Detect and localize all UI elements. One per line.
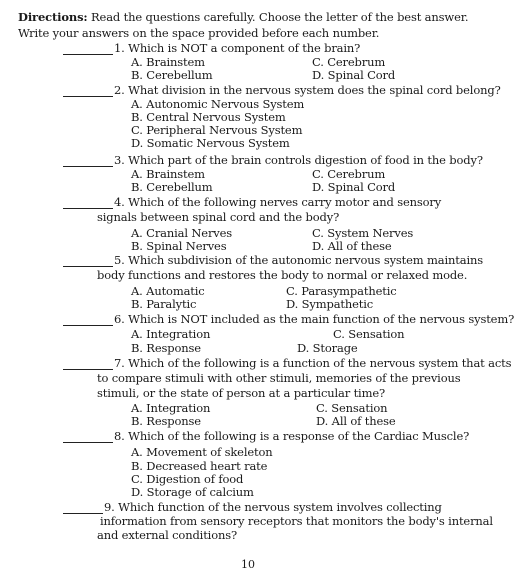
question-3-text: 3. Which part of the brain controls digestion of food in the body? bbox=[114, 153, 483, 167]
question-3-option-c: C. Cerebrum bbox=[312, 167, 386, 181]
question-4-option-b: B. Spinal Nerves bbox=[131, 239, 227, 253]
question-5-option-a: A. Automatic bbox=[131, 284, 205, 298]
directions-line-2: Write your answers on the space provided before each number. bbox=[18, 26, 380, 40]
question-7-text-1: 7. Which of the following is a function of the nervous system that acts bbox=[114, 356, 512, 370]
question-6-option-a: A. Integration bbox=[131, 327, 211, 341]
question-8-option-c: C. Digestion of food bbox=[131, 472, 244, 486]
answer-blank-7[interactable] bbox=[63, 369, 113, 370]
question-4-text-2: signals between spinal cord and the body? bbox=[97, 210, 340, 224]
question-3-option-a: A. Brainstem bbox=[131, 167, 205, 181]
question-4-text-1: 4. Which of the following nerves carry motor and sensory bbox=[114, 195, 442, 209]
question-6-option-c: C. Sensation bbox=[333, 327, 405, 341]
question-5-text-1: 5. Which subdivision of the autonomic nervous system maintains bbox=[114, 253, 484, 267]
answer-blank-5[interactable] bbox=[63, 266, 113, 267]
question-5-option-d: D. Sympathetic bbox=[286, 297, 374, 311]
question-7-option-d: D. All of these bbox=[316, 414, 396, 428]
answer-blank-2[interactable] bbox=[63, 96, 113, 97]
question-7-text-3: stimuli, or the state of person at a particular time? bbox=[97, 386, 386, 400]
question-9-text-3: and external conditions? bbox=[97, 528, 237, 542]
directions-text-1: Read the questions carefully. Choose the letter of the best answer. bbox=[91, 10, 469, 24]
question-5-option-b: B. Paralytic bbox=[131, 297, 197, 311]
question-1-option-a: A. Brainstem bbox=[131, 55, 205, 69]
question-4-option-d: D. All of these bbox=[312, 239, 392, 253]
question-2-option-c: C. Peripheral Nervous System bbox=[131, 123, 303, 137]
question-5-text-2: body functions and restores the body to normal or relaxed mode. bbox=[97, 268, 468, 282]
page-number: 10 bbox=[241, 558, 255, 571]
question-2-option-a: A. Autonomic Nervous System bbox=[131, 97, 305, 111]
question-8-option-b: B. Decreased heart rate bbox=[131, 459, 268, 473]
answer-blank-3[interactable] bbox=[63, 166, 113, 167]
question-7-text-2: to compare stimuli with other stimuli, memories of the previous bbox=[97, 371, 461, 385]
question-4-option-a: A. Cranial Nerves bbox=[131, 226, 233, 240]
question-8-option-a: A. Movement of skeleton bbox=[131, 445, 273, 459]
directions-label: Directions: bbox=[18, 10, 88, 24]
question-7-option-b: B. Response bbox=[131, 414, 201, 428]
question-8-option-d: D. Storage of calcium bbox=[131, 485, 254, 499]
answer-blank-4[interactable] bbox=[63, 208, 113, 209]
question-7-option-a: A. Integration bbox=[131, 401, 211, 415]
question-3-option-b: B. Cerebellum bbox=[131, 180, 213, 194]
question-6-option-b: B. Response bbox=[131, 341, 201, 355]
question-1-text: 1. Which is NOT a component of the brain? bbox=[114, 41, 361, 55]
question-3-option-d: D. Spinal Cord bbox=[312, 180, 396, 194]
question-2-option-b: B. Central Nervous System bbox=[131, 110, 286, 124]
question-1-option-d: D. Spinal Cord bbox=[312, 68, 396, 82]
answer-blank-1[interactable] bbox=[63, 54, 113, 55]
question-9-text-2: information from sensory receptors that monitors the body's internal bbox=[100, 514, 493, 528]
question-2-option-d: D. Somatic Nervous System bbox=[131, 136, 290, 150]
directions-line-1 bbox=[18, 11, 468, 24]
question-6-option-d: D. Storage bbox=[297, 341, 358, 355]
question-2-text: 2. What division in the nervous system does the spinal cord belong? bbox=[114, 83, 501, 97]
question-4-option-c: C. System Nerves bbox=[312, 226, 414, 240]
question-5-option-c: C. Parasympathetic bbox=[286, 284, 397, 298]
question-8-text: 8. Which of the following is a response of the Cardiac Muscle? bbox=[114, 429, 470, 443]
answer-blank-6[interactable] bbox=[63, 325, 113, 326]
answer-blank-9[interactable] bbox=[63, 513, 103, 514]
question-1-option-b: B. Cerebellum bbox=[131, 68, 213, 82]
question-6-text: 6. Which is NOT included as the main function of the nervous system? bbox=[114, 312, 515, 326]
question-1-option-c: C. Cerebrum bbox=[312, 55, 386, 69]
question-7-option-c: C. Sensation bbox=[316, 401, 388, 415]
answer-blank-8[interactable] bbox=[63, 442, 113, 443]
question-9-text-1: 9. Which function of the nervous system involves collecting bbox=[104, 500, 442, 514]
